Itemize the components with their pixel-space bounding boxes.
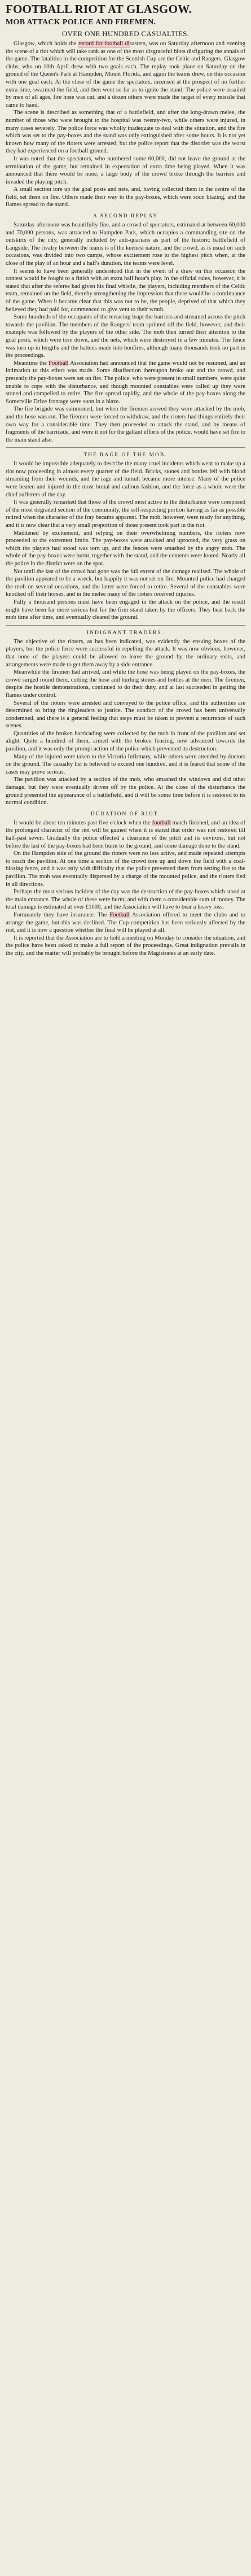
section3-paragraph-2: Meanwhile the firemen had arrived, and while the hose was being played on the pay-boxes, the crowd surged round them, cutting the hose and hurling stones and bottles at the men. The firemen, despite the hostile demonstrations, continued to do their duty, and at last succeeded in getting the flames under control.: [6, 669, 245, 698]
section3-paragraph-6: The pavilion was attacked by a section of the mob, who smashed the windows and did other damage, but they were eventually driven off by the police. At the close of the disturbance the ground presented the appearance of a battlefield, and it will be some time before it is restored to its normal condition.: [6, 776, 245, 806]
divider: [6, 447, 245, 448]
section-heading-indignant-traders: INDIGNANT TRADERS.: [87, 630, 164, 636]
section4-paragraph-4: Fortunately they have insurance. The Football Association offered to meet the clubs and to arrange the game, but this was declined. The Cup competition has been seriously affected by the riot, and it is now a question whether the final will be played at all.: [6, 911, 245, 934]
section2-paragraph-3: Maddened by excitement, and relying on their overwhelming numbers, the rioters now proceeded to the extremest limits. The pay-boxes were attacked and uprooted, the very grass on which the players had stood was torn up, and the fences were smashed by the angry mob. The whole of the pay-boxes were burnt, together with the stand, and the contents were looted. Nearly all the police in the district were on the spot.: [6, 530, 245, 567]
section2-paragraph-1: It would be impossible adequately to describe the many cruel incidents which went to make up a riot now proceeding in almost every quarter of the field. Bricks, stones and bottles fell with blood streaming from their wounds, and the rage and tumult became more intense. Many of the police were beaten and injured in the most brutal and callous fashion, and the force as a whole were the chief sufferers of the day.: [6, 461, 245, 498]
intro-paragraph-4: A small section tore up the goal posts and nets, and, having collected them in the centre of the field, set them on fire. Others made their way to the pay-boxes, which were soon blazing, and the flames spread to the stand.: [6, 186, 245, 208]
intro-paragraph-2: The scene is described as something that of a battlefield, and after the long-drawn melee, the number of those who were brought to the hospital was twenty-two, while others were injured, in many cases severely. The police force was wholly inadequate to deal with the situation, and the fire which was set to the pay-boxes and the stand was only extinguished after some hours. It is not yet known how many of the rioters were arrested, but the police report that the disorder was the worst they had experienced on a football ground.: [6, 110, 245, 155]
section3-paragraph-5: Many of the injured were taken to the Victoria Infirmary, while others were attended by doctors on the ground. The casualty list is believed to exceed one hundred, and it is feared that some of the cases may prove serious.: [6, 753, 245, 775]
section1-paragraph-3: Some hundreds of the occupants of the terracing leapt the barriers and streamed across the pitch towards the pavilion. The members of the Rangers' team sprinted off the field, however, and their example was followed by the players of the other side. The mob then turned their attention to the goal posts, which were torn down, and the nets, which were destroyed in a few minutes. The fence was torn up in lengths and the battens made into bonfires, although many thousands took no part in the proceedings.: [6, 314, 245, 359]
search-highlight: Football: [49, 360, 69, 366]
section4-paragraph-3: Perhaps the most serious incident of the day was the destruction of the pay-boxes which stood at the main entrance. The whole of these were burnt, and with them a considerable sum of money. The total damage is estimated at over £1000, and the Association will have to bear a heavy loss.: [6, 889, 245, 911]
divider: [6, 625, 245, 626]
section3-paragraph-4: Quantities of the broken barricading were collected by the mob in front of the pavilion and set alight. Quite a hundred of them, armed with the broken fencing, now advanced towards the pavilion, and it was only the prompt action of the police which prevented its destruction.: [6, 730, 245, 753]
section1-paragraph-5: The fire brigade was summoned, but when the firemen arrived they were attacked by the mob, and the hose was cut. The firemen were forced to withdraw, and the rioters had things entirely their own way for a considerable time. They then proceeded to attack the stand, and by means of fragments of the barricade, and were it not for the gallant efforts of the police, would have set fire to the main stand also.: [6, 406, 245, 443]
section1-paragraph-1: Saturday afternoon was beautifully fine, and a crowd of spectators, estimated at between 60,000 and 70,000 persons, was attracted to Hampden Park, which occupies a commanding site on the outskirts of the city, generally included by anti-quarians as part of the historic battlefield of Langside. The rivalry between the teams is of the keenest nature, and the crowd, as is usual on such occasions, was divided into two camps, whose excitement rose to the highest pitch when, at the close of the play of an hour and a half's duration, the teams were level.: [6, 222, 245, 267]
section4-paragraph-5: It is reported that the Association are to hold a meeting on Monday to consider the situation, and the police have been asked to make a full report of the proceedings. Great indignation prevails in the city, and the matter will probably be brought before the Magistrates at an early date.: [6, 935, 245, 957]
deck: OVER ONE HUNDRED CASUALTIES.: [61, 29, 190, 38]
section2-paragraph-4: Not until the last of the crowd had gone was the full extent of the damage realised. The whole of the pavilion appeared to be a wreck, but happily it was not set on fire. Mounted police had charged the mob on several occasions, and the latter were forced to retire. Several of the constables were knocked off their horses, and in the melee many of the rioters received injuries.: [6, 568, 245, 598]
section2-paragraph-5: Fully a thousand persons must have been engaged in the attack on the police, and the result might have been far more serious but for the firm stand taken by the officers. They beat back the mob time after time, and eventually cleared the ground.: [6, 599, 245, 621]
section4-paragraph-1: It would be about ten minutes past five o'clock when the football match finished, and an idea of the prolonged character of the riot will be gained when it is stated that order was not restored till half-past seven. Gradually the police effected a clearance of the pitch and its environs, but not before the last of the pay-boxes had been burnt to the ground, and some damage done to the stand.: [6, 819, 245, 849]
section2-paragraph-2: It was generally remarked that those of the crowd most active in the disturbance were composed of the most degraded section of the community, the self-respecting portion having as far as possible retired when the character of the fray became apparent. The mob, however, were ready for anything, and it is now clear that a very small proportion of those present took part in the riot.: [6, 499, 245, 529]
headline: FOOTBALL RIOT AT GLASGOW.: [6, 2, 192, 16]
search-highlight: Football: [109, 911, 130, 918]
section-heading-duration-of-riot: DURATION OF RIOT.: [90, 811, 161, 817]
search-highlight: football: [152, 819, 171, 826]
intro-paragraph-1: Glasgow, which holds the record for football disasters, was on Saturday afternoon and evening the scene of a riot which will take rank as one of the most disgraceful blots disfiguring the annals of the game. The fatalities in the competition for the Scottish Cup are the Celtic and Rangers, Glasgow clubs, who on 10th April drew with two goals each. The replay took place on Saturday on the ground of the Queen's Park at Hampden, Mount Florida, and again the teams drew, on this occasion with one goal each. At the close of the game the spectators, incensed at the prospect of no further extra time, swarmed the field, and then went so far as to ignite the stand. The police were assailed by men of all ages, fire hose was cut, and a dozen others were made the target of every missile that came to hand.: [6, 41, 245, 108]
section-heading-second-replay: A SECOND REPLAY: [93, 213, 158, 220]
section3-paragraph-3: Several of the rioters were arrested and conveyed to the police office, and the authorities are determined to bring the ringleaders to justice. The conduct of the crowd has been universally condemned, and there is a general feeling that steps must be taken to prevent a recurrence of such scenes.: [6, 700, 245, 730]
section1-paragraph-4: Meantime the Football Association had announced that the game would not be resumed, and an intimation to this effect was made. Some disaffection thereupon broke out and the crowd, and presently the pay-boxes were set on fire. The police, who were present in small numbers, were quite unable to cope with the disturbance, and though mounted constables were called up they were stoned and compelled to retire. The fire spread rapidly, and the whole of the pay-boxes along the Somerville Drive frontage were soon in a blaze.: [6, 360, 245, 405]
search-highlight: record for football di: [78, 41, 130, 47]
section4-paragraph-2: On the Hampden side of the ground the rioters were no less active, and made repeated attempts to reach the pavilion. At one time a section of the crowd tore up and down the field with a coal-blazing fence, and it was only with difficulty that the police prevented them from setting fire to the pavilion. The mob was eventually dispersed by a charge of the mounted police, and the rioters fled in all directions.: [6, 850, 245, 888]
intro-paragraph-3: It was noted that the spectators, who numbered some 60,000, did not leave the ground at the termination of the game, but remained in expectation of extra time being played. When it was announced that there would be none, a large body of the crowd broke through the barriers and invaded the playing pitch.: [6, 155, 245, 185]
subheadline: MOB ATTACK POLICE AND FIREMEN.: [6, 18, 156, 27]
section-heading-rage-of-mob: THE RAGE OF THE MOB.: [83, 452, 168, 459]
section3-paragraph-1: The objective of the rioters, as has been indicated, was evidently the ensuing boxes of the players, but the police force were successful in repelling the attack. It was now obvious, however, that none of the players could be allowed to leave the ground by the ordinary exits, and arrangements were made to get them away by a side entrance.: [6, 638, 245, 668]
section1-paragraph-2: It seems to have been generally understood that in the event of a draw on this occasion the contest would be fought to a finish with an extra half hour's play. In the official rules, however, it is stated that after the referee had given his final whistle, the players, including members of the Celtic team, remained on the field, thereby strengthening the impression that there would be a continuance of the game. When it became clear that this was not to be, the people, deprived of that which they believed they had paid for, commenced to give vent to their wrath.: [6, 268, 245, 313]
